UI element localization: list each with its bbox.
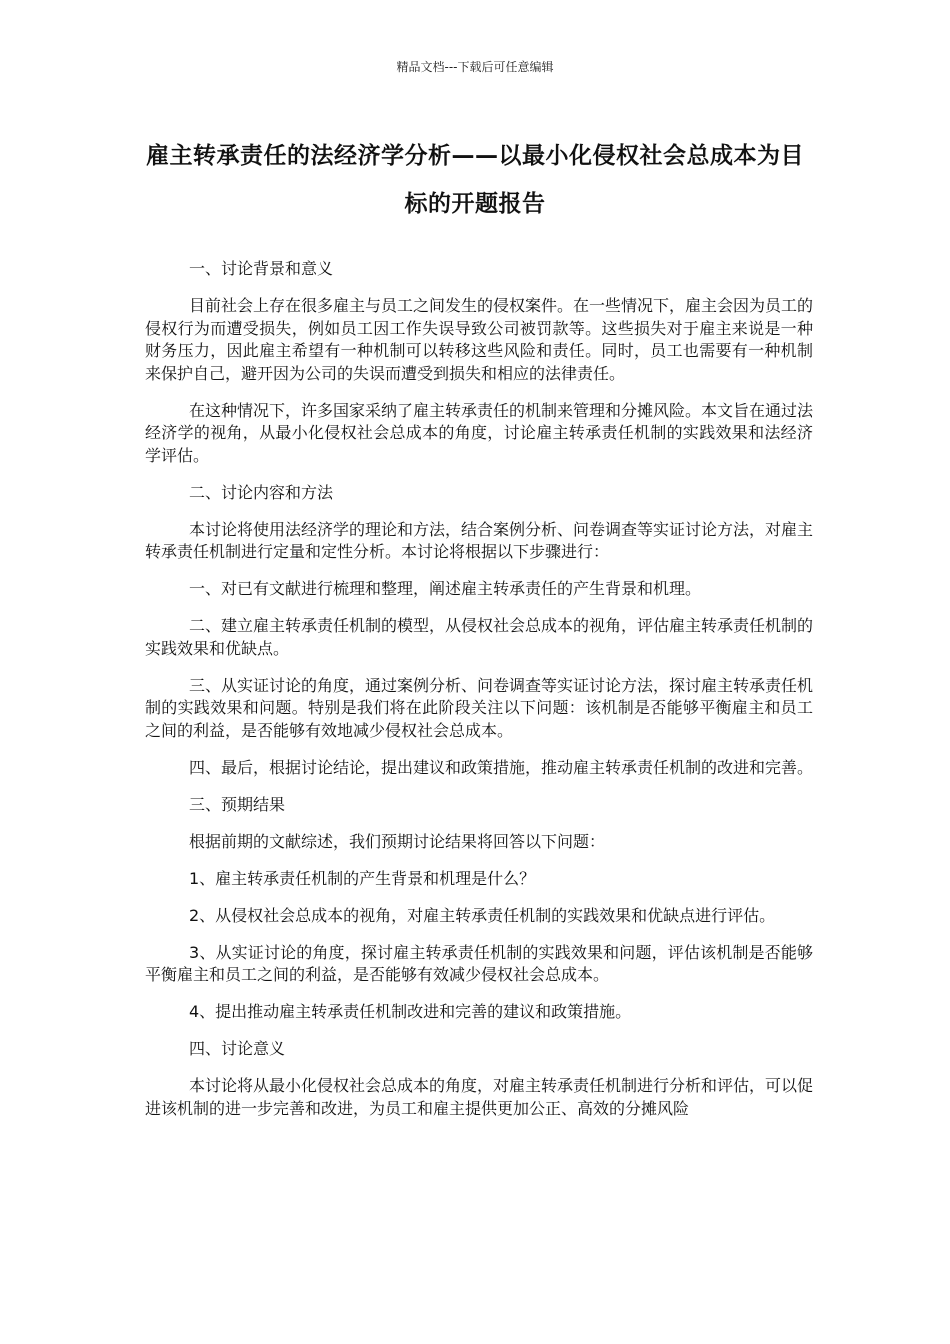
list-item: 3、从实证讨论的角度，探讨雇主转承责任机制的实践效果和问题，评估该机制是否能够平衡雇主和员工之间的利益，是否能够有效减少侵权社会总成本。: [145, 942, 813, 984]
header-note: 精品文档---下载后可任意编辑: [396, 60, 554, 74]
paragraph: 本讨论将从最小化侵权社会总成本的角度，对雇主转承责任机制进行分析和评估，可以促进该机制的进一步完善和改进，为员工和雇主提供更加公正、高效的分摊风险: [145, 1076, 814, 1118]
list-item: 一、对已有文献进行梳理和整理，阐述雇主转承责任的产生背景和机理。: [189, 579, 702, 598]
list-item: 2、从侵权社会总成本的视角，对雇主转承责任机制的实践效果和优缺点进行评估。: [189, 905, 776, 925]
document-body: [145, 258, 813, 1135]
section-heading-expected-results: 三、预期结果: [189, 794, 286, 814]
list-item: 三、从实证讨论的角度，通过案例分析、问卷调查等实证讨论方法，探讨雇主转承责任机制的实践效果和问题。特别是我们将在此阶段关注以下问题：该机制是否能够平衡雇主和员工之间的利益，是否能够有效地减少侵权社会总成本。: [145, 675, 814, 740]
list-item: 二、建立雇主转承责任机制的模型，从侵权社会总成本的视角，评估雇主转承责任机制的实践效果和优缺点。: [145, 616, 814, 658]
list-item: 四、最后，根据讨论结论，提出建议和政策措施，推动雇主转承责任机制的改进和完善。: [189, 757, 814, 777]
document-title: 雇主转承责任的法经济学分析——以最小化侵权社会总成本为目标的开题报告: [146, 143, 804, 217]
paragraph: 本讨论将使用法经济学的理论和方法，结合案例分析、问卷调查等实证讨论方法，对雇主转承责任机制进行定量和定性分析。本讨论将根据以下步骤进行：: [145, 519, 814, 561]
paragraph: 目前社会上存在很多雇主与员工之间发生的侵权案件。在一些情况下，雇主会因为员工的侵权行为而遭受损失，例如员工因工作失误导致公司被罚款等。这些损失对于雇主来说是一种财务压力，因此雇主希望有一种机制可以转移这些风险和责任。同时，员工也需要有一种机制来保护自己，避开因为公司的失误而遭受到损失和相应的法律责任。: [145, 296, 814, 383]
list-item: 4、提出推动雇主转承责任机制改进和完善的建议和政策措施。: [189, 1002, 632, 1021]
list-item: 1、雇主转承责任机制的产生背景和机理是什么？: [189, 868, 536, 888]
section-heading-significance: 四、讨论意义: [189, 1039, 286, 1058]
section-heading-background: 一、讨论背景和意义: [189, 259, 334, 278]
paragraph: 根据前期的文献综述，我们预期讨论结果将回答以下问题：: [189, 831, 606, 851]
paragraph: 在这种情况下，许多国家采纳了雇主转承责任的机制来管理和分摊风险。本文旨在通过法经济学的视角，从最小化侵权社会总成本的角度，讨论雇主转承责任机制的实践效果和法经济学评估。: [145, 400, 814, 465]
section-heading-content-method: 二、讨论内容和方法: [189, 482, 334, 502]
